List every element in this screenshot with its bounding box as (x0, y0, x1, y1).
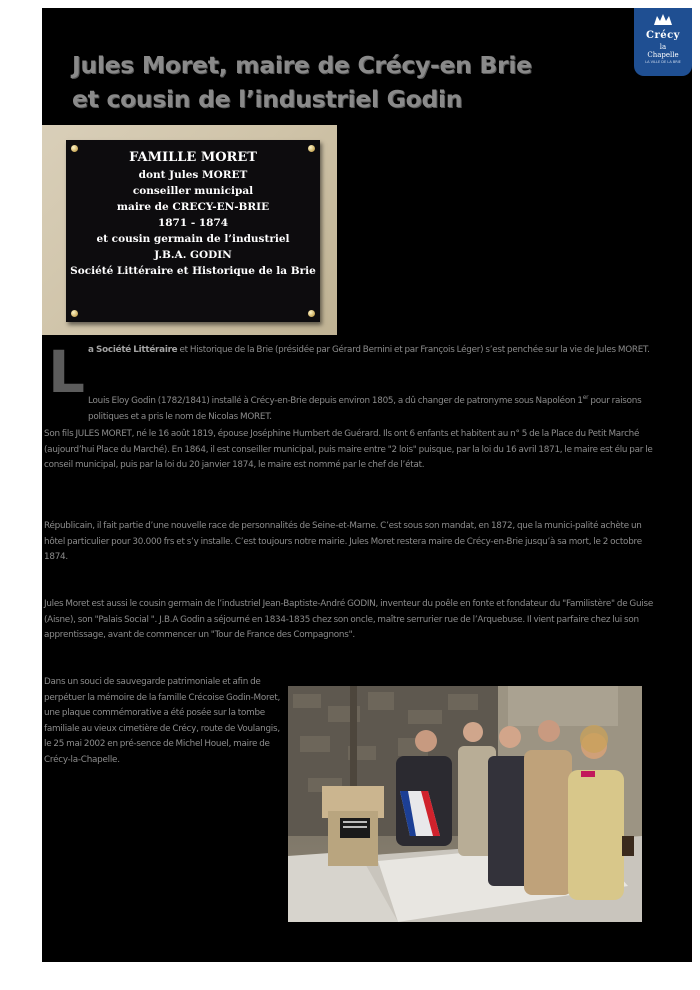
screw-icon (71, 310, 78, 317)
page-title (72, 48, 532, 116)
screw-icon (308, 145, 315, 152)
crecy-la-chapelle-logo[interactable] (634, 8, 692, 76)
logo-subname: la Chapelle (647, 43, 679, 59)
paragraph-jules-moret: Son fils JULES MORET, né le 16 août 1819, épouse Joséphine Humbert de Guérard. Ils ont 6 enfants et habitent au n° 5 de la Place du Petit Marché (aujourd’hui Place du Marché). En 1864, il est conseiller municipal, puis maire entre "2 lois" puisque, par la loi du 16 avril 1871, le maire est élu par le conseil municipal, puis par la loi du 20 janvier 1874, le maire est nommé par le chef de l’état. (44, 429, 653, 470)
paragraph-republicain: Républicain, il fait partie d’une nouvelle race de personnalités de Seine-et-Marne. C’est sous son mandat, en 1872, que la munici-palité achète un hôtel particulier pour 30.000 frs et s’y installe. C’est toujours notre mairie. Jules Moret restera maire de Crécy-en-Brie jusqu’à sa mort, le 2 octobre 1874. (44, 521, 642, 562)
plaque-line: J.B.A. GODIN (154, 249, 232, 261)
crest-icon (653, 13, 673, 27)
title-line-1: Jules Moret, maire de Crécy-en Brie (72, 51, 532, 79)
plaque-photo (42, 125, 337, 335)
ceremony-scene (288, 686, 642, 922)
logo-name: Crécy (646, 30, 680, 41)
intro-text: et Historique de la Brie (présidée par Gérard Bernini et par François Léger) s’est penchée sur la vie de Jules MORET. (177, 345, 650, 355)
ceremony-photo (288, 686, 642, 922)
paragraph-plaque-ceremony: Dans un souci de sauvegarde patrimoniale et afin de perpétuer la mémoire de la famille Crécoise Godin-Moret, une plaque commémorative a été posée sur la tombe familiale au vieux cimetière de Crécy, route de Voulangis, le 25 mai 2002 en pré-sence de Michel Houel, maire de Crécy-la-Chapelle. (44, 677, 281, 765)
paragraph-cousin-godin: Jules Moret est aussi le cousin germain de l’industriel Jean-Baptiste-André GODIN, inventeur du poêle en fonte et fondateur du "Familistère" de Guise (Aisne), son "Palais Social ". J.B.A Godin a séjourné en 1834-1835 chez son oncle, maître serrurier rue de l’Arquebuse. Il vient parfaire chez lui son apprentissage, avant de commencer un "Tour de France des Compagnons". (44, 599, 653, 640)
title-line-2: et cousin de l’industriel Godin (72, 85, 463, 113)
plaque-line: FAMILLE MORET (129, 150, 257, 165)
plaque-line: et cousin germain de l’industriel (96, 233, 290, 245)
plaque-line: Société Littéraire et Historique de la Brie (70, 265, 316, 277)
screw-icon (308, 310, 315, 317)
plaque-line: dont Jules MORET (138, 169, 248, 181)
plaque-line: 1871 - 1874 (157, 217, 229, 229)
dropcap-letter (46, 346, 86, 396)
paragraph-godin: Louis Eloy Godin (1782/1841) installé à Crécy-en-Brie depuis environ 1805, a dû changer de patronyme sous Napoléon 1er pour raisons politiques et a pris le nom de Nicolas MORET. (88, 394, 642, 422)
intro-bold: a Société Littéraire (88, 345, 178, 355)
svg-text:L: L (48, 346, 85, 396)
plaque-line: maire de CRECY-EN-BRIE (116, 201, 270, 213)
logo-tagline: LA VILLE DE LA BRIE (645, 60, 681, 64)
plaque-line: conseiller municipal (132, 185, 254, 197)
intro-paragraph (88, 343, 656, 359)
screw-icon (71, 145, 78, 152)
memorial-plaque (66, 140, 320, 322)
